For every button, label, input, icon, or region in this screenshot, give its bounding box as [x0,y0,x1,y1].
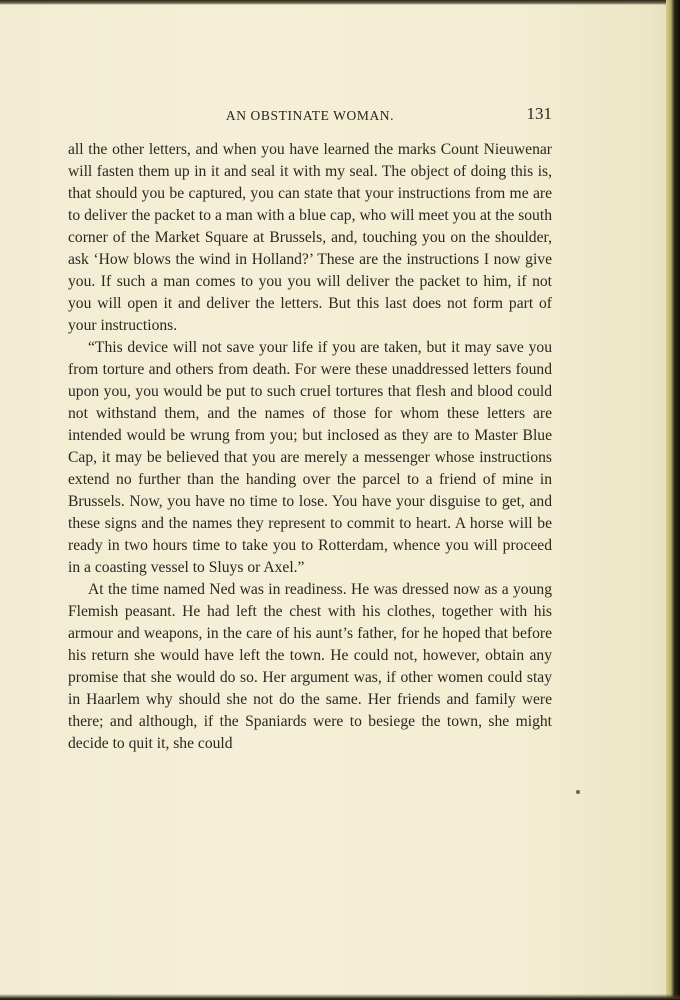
page-header [68,104,552,130]
ink-speck [576,790,580,794]
paragraph-3: At the time named Ned was in readiness. He was dressed now as a young Flemish peasant. He had left the chest with his clothes, together with his armour and weapons, in the care of his aunt’s father, for he hoped that before his return she would have left the town. He could not, however, obtain any promise that she would do so. Her argument was, if other women could stay in Haarlem why should she not do the same. Her friends and family were there; and although, if the Spaniards were to besiege the town, she might decide to quit it, she could [68,581,552,752]
page-number: 131 [526,104,552,123]
paragraph-1: all the other letters, and when you have learned the marks Count Nieuwenar will fasten them up in it and seal it with my seal. The object of doing this is, that should you be captured, you can state that your instructions from me are to deliver the packet to a man with a blue cap, who will meet you at the south corner of the Market Square at Brussels, and, touching you on the shoulder, ask ‘How blows the wind in Holland?’ These are the instructions I now give you. If such a man comes to you you will deliver the packet to him, if not you will open it and deliver the letters. But this last does not form part of your instructions. [68,141,552,334]
running-title: AN OBSTINATE WOMAN. [225,108,395,123]
page-bottom-edge [0,994,680,1000]
page-body [68,139,552,755]
top-page-shadow [0,0,680,5]
paragraph-2: “This device will not save your life if you are taken, but it may save you from torture and others from death. For were these unaddressed letters found upon you, you would be put to such cruel tortures that flesh and blood could not withstand them, and the names of those for whom these letters are intended would be wrung from you; but inclosed as they are to Master Blue Cap, it may be believed that you are merely a messenger whose instructions extend no further than the handing over the parcel to a friend of mine in Brussels. Now, you have no time to lose. You have your disguise to get, and these signs and the names they represent to commit to heart. A horse will be ready in two hours time to take you to Rotterdam, whence you will proceed in a coasting vessel to Sluys or Axel.” [68,339,552,576]
page-right-edge [666,0,680,1000]
